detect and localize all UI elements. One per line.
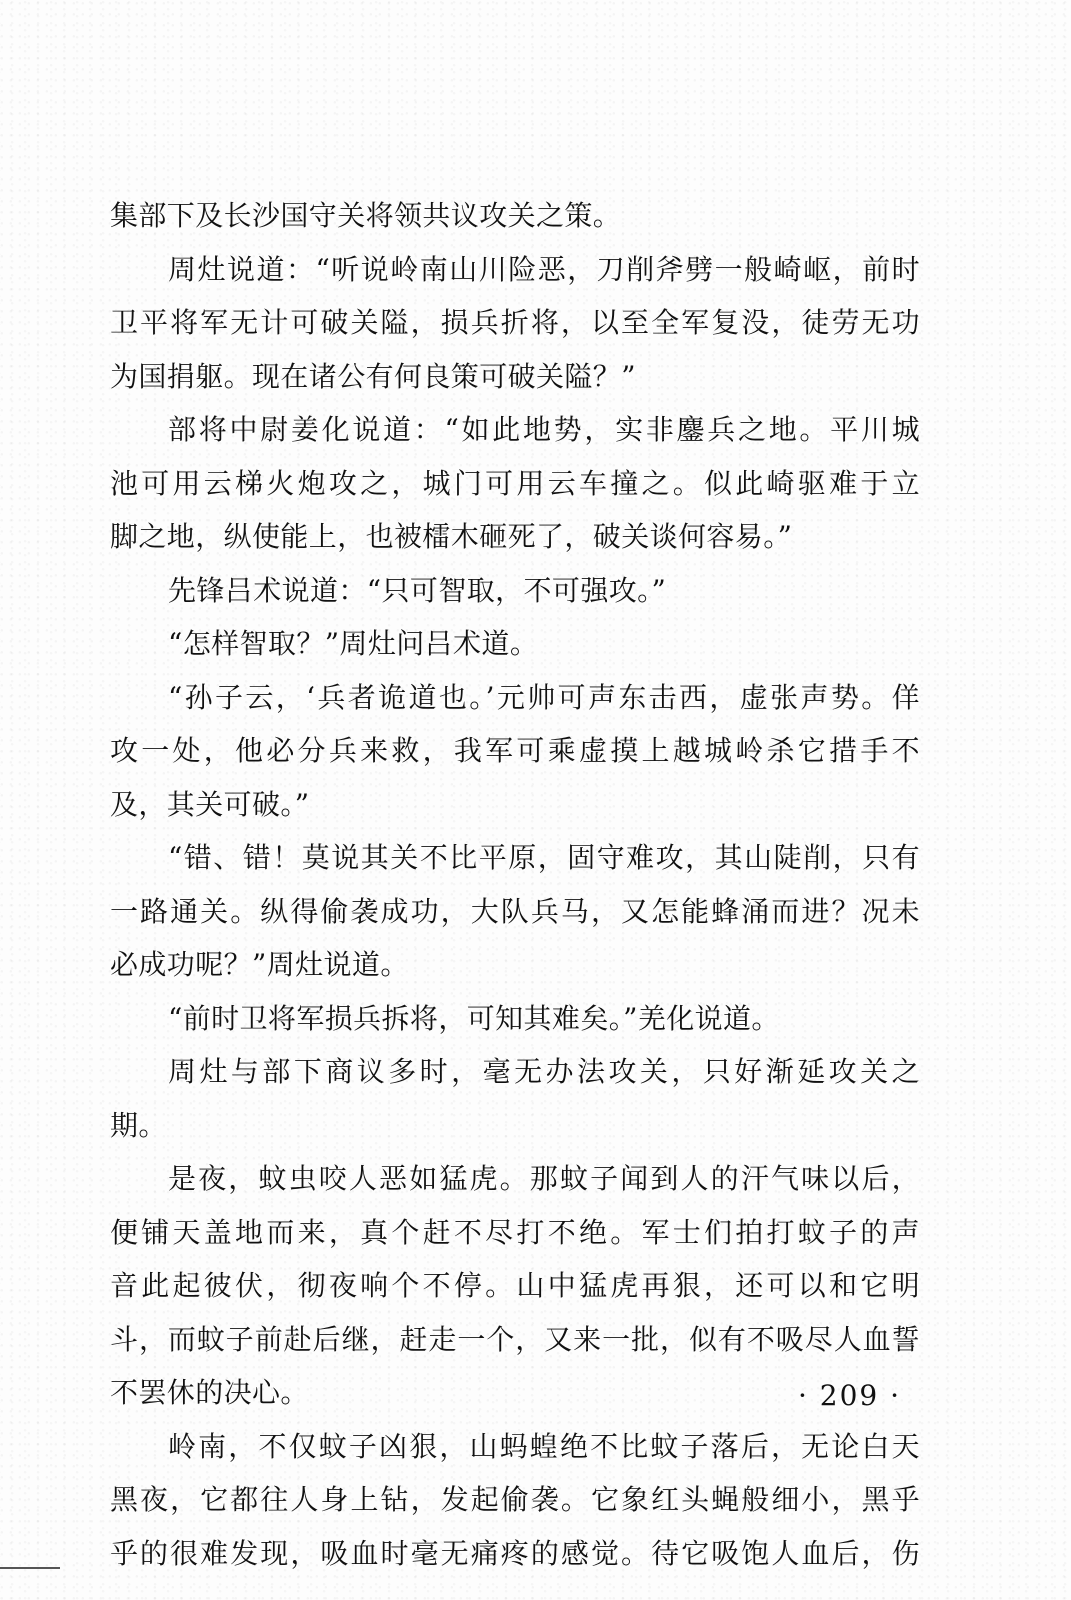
- text-line: 集部下及长沙国守关将领共议攻关之策。: [110, 199, 622, 232]
- body-text: [110, 189, 920, 1580]
- text-line: 为国捐躯。现在诸公有何良策可破关隘？”: [110, 359, 636, 393]
- text-line: 必成功呢？”周灶说道。: [110, 948, 409, 981]
- text-line: 部将中尉姜化说道：“如此地势，实非鏖兵之地。平川城: [168, 413, 920, 446]
- text-line: 是夜，蚊虫咬人恶如猛虎。那蚊子闻到人的汗气味以后，: [168, 1162, 920, 1195]
- text-line: 池可用云梯火炮攻之，城门可用云车撞之。似此崎驱难于立: [110, 466, 920, 500]
- text-line: “错、错！莫说其关不比平原，固守难攻，其山陡削，只有: [168, 841, 920, 874]
- text-line: 便铺天盖地而来，真个赶不尽打不绝。军士们拍打蚊子的声: [110, 1215, 920, 1249]
- text-line: 先锋吕术说道：“只可智取，不可强攻。”: [168, 573, 667, 607]
- text-line: 黑夜，它都往人身上钻，发起偷袭。它象红头蝇般细小，黑乎: [110, 1483, 920, 1516]
- text-line: 周灶与部下商议多时，毫无办法攻关，只好渐延攻关之: [168, 1055, 920, 1088]
- text-line: 脚之地，纵使能上，也被檑木砸死了，破关谈何容易。”: [110, 520, 793, 553]
- text-line: 乎的很难发现，吸血时毫无痛疼的感觉。待它吸饱人血后，伤: [110, 1536, 920, 1570]
- text-line: 攻一处，他必分兵来救，我军可乘虚摸上越城岭杀它措手不: [110, 734, 920, 767]
- text-line: 及，其关可破。”: [110, 787, 310, 821]
- text-line: 卫平将军无计可破关隘，损兵折将，以至全军复没，徒劳无功: [110, 306, 920, 339]
- bottom-rule: [0, 1567, 60, 1569]
- page-number: · 209 ·: [798, 1379, 902, 1412]
- text-line: 一路通关。纵得偷袭成功，大队兵马，又怎能蜂涌而进？况未: [110, 894, 920, 928]
- text-line: 岭南，不仅蚊子凶狠，山蚂蝗绝不比蚊子落后，无论白天: [168, 1429, 920, 1463]
- text-line: 期。: [110, 1108, 167, 1142]
- text-line: 音此起彼伏，彻夜响个不停。山中猛虎再狠，还可以和它明: [110, 1269, 920, 1302]
- text-line: “前时卫将军损兵拆将，可知其难矣。”羌化说道。: [168, 1001, 780, 1035]
- text-line: “怎样智取？”周灶问吕术道。: [168, 627, 539, 660]
- text-line: 不罢休的决心。: [110, 1376, 309, 1409]
- text-line: “孙子云，‘兵者诡道也。’元帅可声东击西，虚张声势。佯: [168, 680, 920, 714]
- text-line: 周灶说道：“听说岭南山川险恶，刀削斧劈一般崎岖，前时: [168, 252, 920, 286]
- text-line: 斗，而蚊子前赴后继，赶走一个，又来一批，似有不吸尽人血誓: [110, 1322, 920, 1356]
